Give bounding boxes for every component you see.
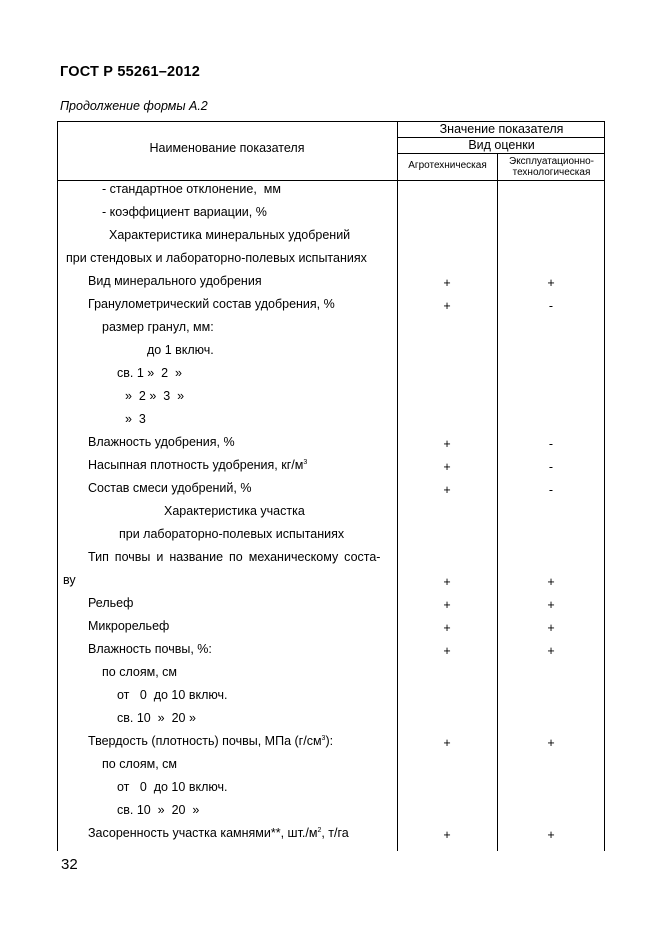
row-17-expl: + [547, 575, 555, 589]
row-28-expl: + [547, 828, 555, 842]
row-5-name: Гранулометрический состав удобрения, % [88, 297, 335, 311]
row-17-agro: + [443, 575, 451, 589]
row-12-text: Насыпная плотность удобрения, кг/м [88, 458, 304, 472]
table-divider-type [497, 153, 498, 851]
row-24-after: ): [325, 734, 334, 748]
row-17-name: ву [63, 573, 76, 587]
row-18-agro: + [443, 598, 451, 612]
row-19-expl: + [547, 621, 555, 635]
row-24-sup: 3 [321, 735, 326, 742]
row-27-name: св. 10 » 20 » [117, 803, 200, 817]
row-12-name [88, 457, 307, 473]
header-assessment-type: Вид оценки [468, 138, 535, 152]
indicator-table [57, 121, 605, 851]
row-24-agro: + [443, 736, 451, 750]
row-11-agro: + [443, 437, 451, 451]
row-6-name: размер гранул, мм: [102, 320, 214, 334]
row-28-sup: 2 [317, 827, 322, 834]
row-13-agro: + [443, 483, 451, 497]
row-8-name: св. 1 » 2 » [117, 366, 183, 380]
row-22-name: от 0 до 10 включ. [117, 688, 228, 702]
form-continuation-label: Продолжение формы А.2 [60, 99, 208, 113]
row-7-name: до 1 включ. [147, 343, 214, 357]
row-24-name [88, 733, 333, 749]
row-12-sup: 3 [303, 459, 308, 466]
header-operational: Эксплуатационно-технологическая [509, 156, 594, 178]
row-13-name: Состав смеси удобрений, % [88, 481, 252, 495]
row-26-name: от 0 до 10 включ. [117, 780, 228, 794]
row-15-name: при лабораторно-полевых испытаниях [119, 527, 345, 541]
row-10-name: » 3 [125, 412, 146, 426]
row-28-after: , т/га [321, 826, 349, 840]
row-4-agro: + [443, 276, 451, 290]
row-12-expl: - [548, 460, 554, 474]
row-28-text: Засоренность участка камнями**, шт./м [88, 826, 318, 840]
table-border-right [604, 121, 605, 851]
row-5-expl: - [548, 299, 554, 313]
row-20-name: Влажность почвы, %: [88, 642, 212, 656]
row-14-name: Характеристика участка [164, 504, 305, 518]
table-border-left [57, 121, 58, 851]
row-21-name: по слоям, см [102, 665, 177, 679]
row-13-expl: - [548, 483, 554, 497]
row-28-name [88, 825, 349, 841]
header-agrotechnical: Агротехническая [408, 160, 487, 171]
row-20-agro: + [443, 644, 451, 658]
row-19-name: Микрорельеф [88, 619, 170, 633]
row-4-expl: + [547, 276, 555, 290]
row-2-name: Характеристика минеральных удобрений [109, 228, 351, 242]
row-11-name: Влажность удобрения, % [88, 435, 235, 449]
row-25-name: по слоям, см [102, 757, 177, 771]
table-divider-name [397, 121, 398, 851]
row-5-agro: + [443, 299, 451, 313]
row-19-agro: + [443, 621, 451, 635]
header-line-assessment [397, 153, 605, 154]
row-24-text: Твердость (плотность) почвы, МПа (г/см [88, 734, 322, 748]
row-24-expl: + [547, 736, 555, 750]
row-11-expl: - [548, 437, 554, 451]
row-18-name: Рельеф [88, 596, 134, 610]
row-20-expl: + [547, 644, 555, 658]
row-1-name: - коэффициент вариации, % [102, 205, 267, 219]
row-18-expl: + [547, 598, 555, 612]
row-16-name: Тип почвы и название по механическому соста- [88, 550, 381, 564]
page-number: 32 [61, 856, 78, 873]
header-indicator-name: Наименование показателя [149, 141, 305, 155]
row-12-agro: + [443, 460, 451, 474]
row-28-agro: + [443, 828, 451, 842]
row-3-name: при стендовых и лабораторно-полевых испытаниях [66, 251, 367, 265]
row-4-name: Вид минерального удобрения [88, 274, 262, 288]
header-value: Значение показателя [439, 122, 564, 136]
doc-title: ГОСТ Р 55261–2012 [60, 64, 201, 80]
row-0-name: - стандартное отклонение, мм [102, 182, 281, 196]
row-23-name: св. 10 » 20 » [117, 711, 196, 725]
row-9-name: » 2 » 3 » [125, 389, 185, 403]
